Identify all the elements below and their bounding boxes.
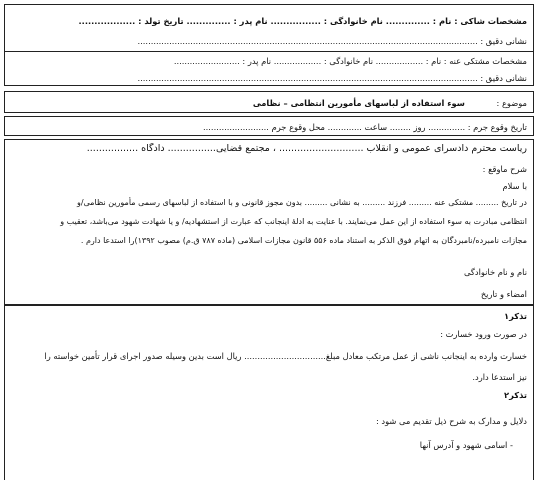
subject-section <box>4 91 534 113</box>
notes-section <box>4 305 534 480</box>
sharh-label: شرح ماوقع : <box>482 164 527 174</box>
paragraph-line-1: در تاریخ ......... مشتکی عنه ......... فرزند ......... به نشانی ......... بدون مجوز قانونی و با استفاده از لباسهای رسمی مأمورین نظامی/و <box>76 198 527 207</box>
accused-address: نشانی دقیق : ................................................................................................................................. <box>137 73 527 83</box>
crime-info-section <box>4 116 534 136</box>
note2-item-1: - اسامی شهود و آدرس آنها <box>419 440 513 450</box>
parties-section <box>4 4 534 86</box>
note1-line-1: در صورت ورود خسارت : <box>440 329 527 339</box>
subject-line <box>11 97 527 109</box>
subject-label: موضوع : <box>496 98 527 108</box>
complainant-line <box>11 15 527 27</box>
complainant-info: مشخصات شاکی : نام : .............. نام خانوادگی : ................ نام پدر : .............. تاریخ تولد : .................. <box>78 16 527 26</box>
paragraph-line-2: انتظامی مبادرت به سوء استفاده از این عمل می‌نمایند. با عنایت به ادلهٔ اینجانب که عبارت از استشهادیه/ و یا شهادت شهود می‌باشد، تعقیب و <box>60 217 527 226</box>
signature-label: امضاء و تاریخ <box>480 289 527 299</box>
name-label: نام و نام خانوادگی <box>464 267 527 277</box>
complainant-address: نشانی دقیق : ................................................................................................................................. <box>137 36 527 46</box>
body-section <box>4 139 534 305</box>
divider <box>5 51 533 52</box>
accused-line: مشخصات مشتکی عنه : نام : .................. نام خانوادگی : .................. نام پدر : ......................... <box>173 56 527 66</box>
greeting: با سلام <box>502 181 527 191</box>
note2-line-1: دلایل و مدارک به شرح ذیل تقدیم می شود : <box>375 416 527 426</box>
paragraph-line-3: مجازات نامبرده/نامبردگان به اتهام فوق الذکر به استناد ماده ۵۵۶ قانون مجازات اسلامی (ماده ۷۸۷ ق.م) مصوب ۱۳۹۲)را استدعا دارم . <box>80 236 527 245</box>
crime-info-line: تاریخ وقوع جرم : .............. روز ........ ساعت ............. محل وقوع جرم ......................... <box>203 122 527 132</box>
subject-value: سوء استفاده از لباسهای مأمورین انتظامی – نظامی <box>252 98 465 108</box>
note1-line-2: خسارت وارده به اینجانب ناشی از عمل مرتکب معادل مبلغ............................... ریال است بدین وسیله صدور اجرای قرار تأمین خواسته را <box>44 351 527 361</box>
note1-line-3: نیز استدعا دارد. <box>472 372 527 382</box>
note1-title: تذکر۱ <box>504 311 527 321</box>
addressee-line: ریاست محترم دادسرای عمومی و انقلاب ............................ ، مجتمع قضایی................ دادگاه ................. <box>86 143 527 154</box>
note2-title: تذکر۲ <box>504 390 527 400</box>
